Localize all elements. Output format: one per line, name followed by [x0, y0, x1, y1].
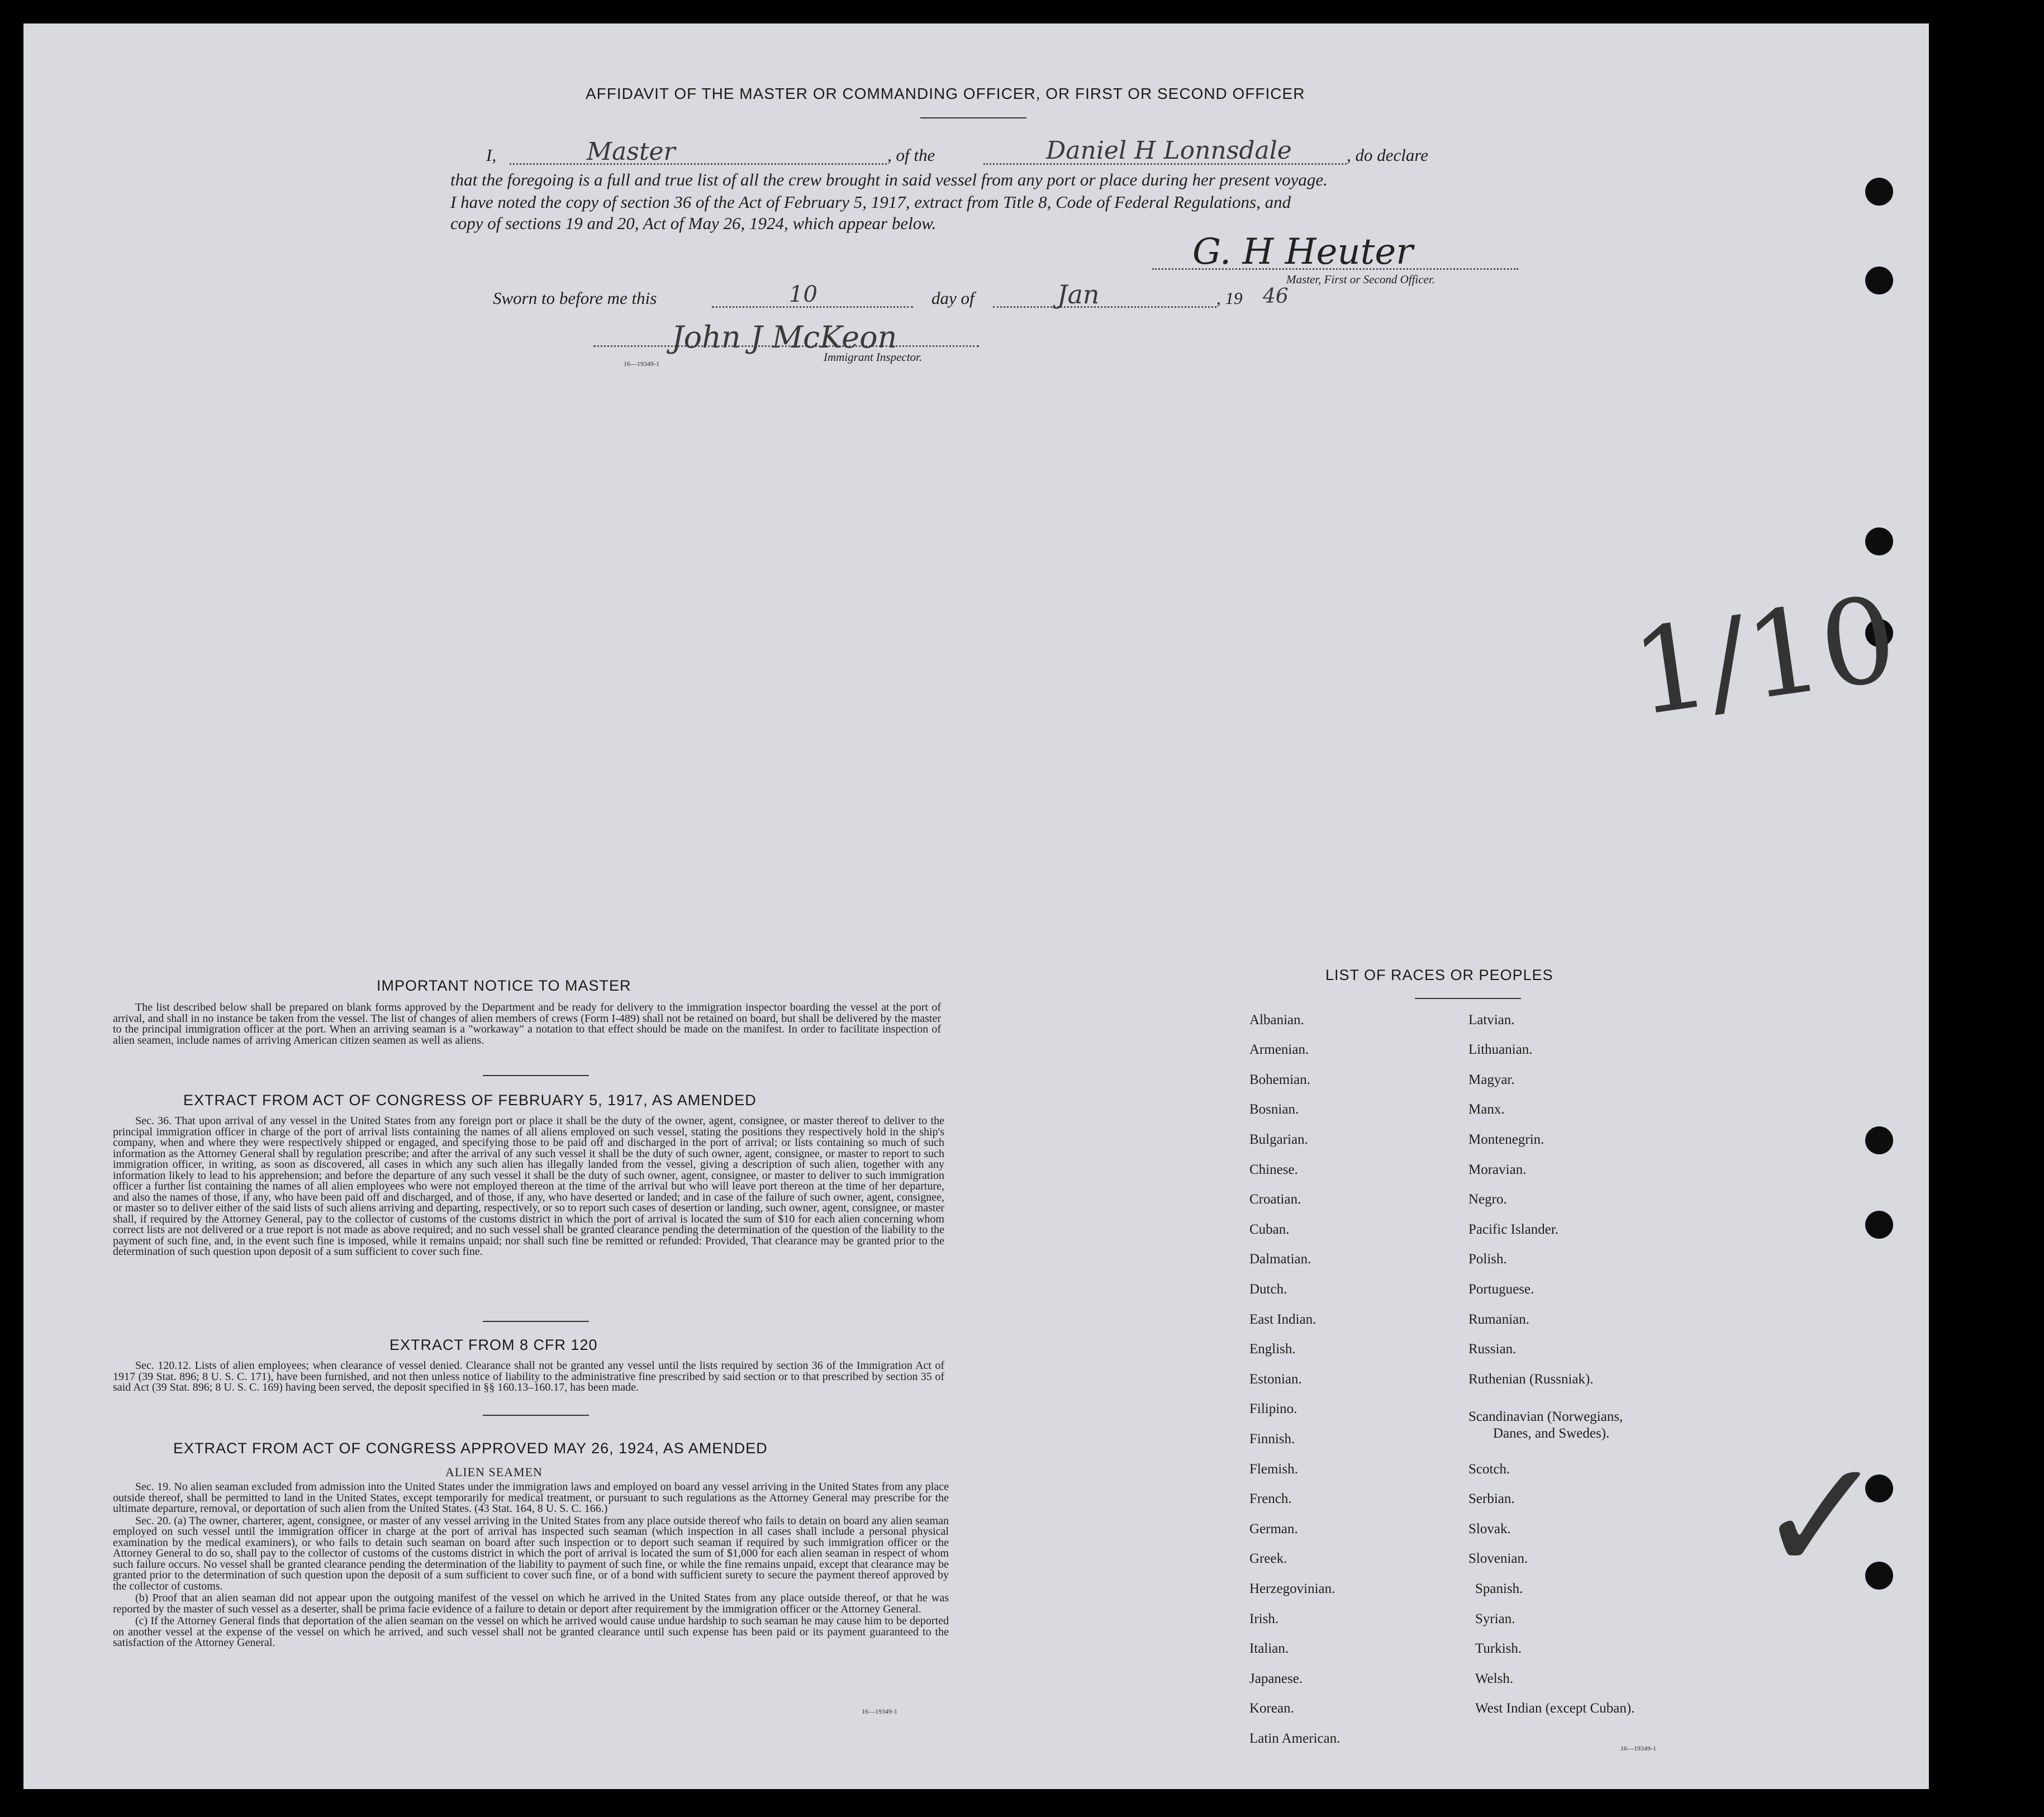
- sec19-paragraph: Sec. 19. No alien seaman excluded from admission into the United States under the immigration laws and employed on board any vessel arriving in the United States from any place outside thereof, shall be permitted to land in the United States, except temporarily for medical treatment, or pursuant to such regulations as the Attorney General may prescribe for the ultimate departure, removal, or deportation of such alien from the United States. (43 Stat. 164, 8 U. S. C. 166.): [113, 1481, 949, 1515]
- races-heading: LIST OF RACES OR PEOPLES: [1325, 967, 1553, 983]
- race-right-item: Montenegrin.: [1468, 1132, 1544, 1147]
- master-signature-label: Master, First or Second Officer.: [1286, 273, 1435, 286]
- month-handwritten: Jan: [1057, 279, 1100, 310]
- race-left-item: Japanese.: [1249, 1671, 1303, 1686]
- declaration-line-1: [486, 136, 1531, 170]
- extract-1917-heading: EXTRACT FROM ACT OF CONGRESS OF FEBRUARY 5, 1917, AS AMENDED: [183, 1092, 757, 1109]
- sworn-label: Sworn to before me this: [493, 288, 657, 308]
- race-left-item: Bosnian.: [1249, 1102, 1299, 1117]
- master-name-line: [510, 163, 887, 165]
- race-right-item: Russian.: [1468, 1342, 1517, 1357]
- race-left-item: Filipino.: [1249, 1401, 1297, 1416]
- race-left-item: Bohemian.: [1249, 1072, 1311, 1087]
- year-prefix: , 19: [1216, 288, 1243, 308]
- race-left-item: Dalmatian.: [1249, 1252, 1311, 1267]
- sec36-paragraph: Sec. 36. That upon arrival of any vessel in the United States from any foreign port or place it shall be the duty of the owner, agent, consignee, or master thereof to deliver to the principal immigration officer in charge of the port of arrival lists containing the names of all aliens employed on such vessel, stating the positions they respectively hold in the ship's company, when and where they were respectively shipped or engaged, and specifying those to be paid off and discharged in the port of arrival; or lists containing so much of such information as the Attorney General shall by regulation prescribe; and after the arrival of any such vessel it shall be the duty of such owner, agent, consignee, or master to report to such immigration officer, in writing, as soon as discovered, all cases in which any such alien has illegally landed from the vessel, giving a description of such alien, together with any information likely to lead to his apprehension; and before the departure of any such vessel it shall be the duty of such owner, agent, consignee, or master to deliver to such immigration officer a further list containing the names of all alien employees who were not employed thereon at the time of the arrival but who will leave port thereon at the time of her departure, and also the names of those, if any, who have been paid off and discharged, and of those, if any, who have deserted or landed; and in case of the failure of such owner, agent, consignee, or master so to deliver either of the said lists of such aliens arriving and departing, respectively, or so to report such cases of desertion or landing, such owner, agent, consignee, or master shall, if required by the Attorney General, pay to the collector of customs of the customs district in which the port of arrival is located the sum of $10 for each alien concerning whom correct lists are not delivered or a true report is not made as above required; and no such vessel shall be granted clearance pending the determination of the question of the liability to the payment of such fine, and, in the event such fine is imposed, while it remains unpaid; nor shall such fine be remitted or refunded: Provided, That clearance may be granted prior to the determination of such question upon deposit of a sum sufficient to cover such fine.: [113, 1115, 944, 1258]
- inspector-label: Immigrant Inspector.: [824, 350, 923, 364]
- race-right-item: Spanish.: [1475, 1581, 1523, 1596]
- race-left-item: Albanian.: [1249, 1012, 1304, 1028]
- race-right-item: Syrian.: [1475, 1611, 1515, 1626]
- check-mark: ✓: [1756, 1426, 1887, 1608]
- do-declare-label: , do declare: [1347, 145, 1429, 165]
- title-rule: [920, 117, 1026, 118]
- race-right-item: Rumanian.: [1468, 1312, 1530, 1327]
- master-title-handwritten: Master: [587, 137, 676, 166]
- sec20b-paragraph: (b) Proof that an alien seaman did not appear upon the outgoing manifest of the vessel on which he arrived in the United States from any place outside thereof, or that he was reported by the master of such vessel as a deserter, shall be prima facie evidence of a failure to detain or deport after requirement by the immigration officer or the Attorney General.: [113, 1592, 949, 1615]
- notice-paragraph: The list described below shall be prepared on blank forms approved by the Department and be ready for delivery to the immigration inspector boarding the vessel at the port of arrival, and shall in no instance be taken from the vessel. The list of changes of alien members of crews (Form I-489) shall not be retained on board, but shall be delivered by the master to the principal immigration officer at the port. When an arriving seaman is a "workaway" a notation to that effect should be made on the manifest. In order to facilitate inspection of alien seamen, include names of arriving American citizen seamen as well as aliens.: [113, 1001, 941, 1047]
- inspector-signature: John J McKeon: [672, 320, 897, 355]
- sworn-line: [493, 279, 1331, 314]
- form-number-extract: 16—19349-1: [862, 1707, 897, 1715]
- race-left-item: Italian.: [1249, 1641, 1289, 1656]
- race-right-item: Manx.: [1468, 1102, 1505, 1117]
- race-left-item: Korean.: [1249, 1701, 1294, 1716]
- race-left-item: Cuban.: [1249, 1222, 1290, 1237]
- race-left-item: Latin American.: [1249, 1731, 1341, 1746]
- extract-cfr-text: [113, 1361, 944, 1395]
- alien-seamen-subheading: ALIEN SEAMEN: [445, 1465, 543, 1479]
- form-number-races: 16—19349-1: [1620, 1744, 1656, 1752]
- race-right-item: Slovak.: [1468, 1521, 1511, 1537]
- race-right-item: Scotch.: [1468, 1462, 1510, 1477]
- race-left-item: English.: [1249, 1342, 1296, 1357]
- race-left-item: Greek.: [1249, 1551, 1287, 1566]
- race-left-item: Croatian.: [1249, 1192, 1301, 1207]
- race-left-item: Chinese.: [1249, 1162, 1298, 1177]
- month-line: [993, 306, 1216, 308]
- handwritten-fraction: 1/10: [1624, 570, 1905, 743]
- extract-cfr-rule: [483, 1415, 589, 1416]
- race-left-item: Irish.: [1249, 1611, 1279, 1626]
- race-left-item: Estonian.: [1249, 1372, 1302, 1387]
- race-right-item: Slovenian.: [1468, 1551, 1528, 1566]
- race-right-item: Magyar.: [1468, 1072, 1515, 1087]
- master-signature: G. H Heuter: [1192, 231, 1413, 273]
- punch-hole: [1865, 267, 1893, 294]
- form-number-affidavit: 16—19349-1: [624, 360, 659, 368]
- race-right-item: Polish.: [1468, 1252, 1507, 1267]
- extract-1917-text: [113, 1116, 944, 1259]
- sec20a-paragraph: Sec. 20. (a) The owner, charterer, agent, consignee, or master of any vessel arriving in the United States from any place outside thereof who fails to detain on board any alien seaman employed on such vessel until the immigration officer in charge at the port of arrival has inspected such seaman (which inspection in all cases shall include a personal physical examination by the medical examiners), or who fails to detain such seaman on board after such inspection or to deport such seaman if required by such immigration officer or the Attorney General to do so, shall pay to the collector of customs of the customs district in which the port of arrival is located the sum of $1,000 for each alien seaman in respect of whom such failure occurs. No vessel shall be granted clearance pending the determination of the liability to payment of such fine, or while the fine remains unpaid, except that clearance may be granted prior to the determination of such question upon the deposit of a sum sufficient to cover such fine, or of a bond with sufficient surety to secure the payment thereof approved by the collector of customs.: [113, 1514, 949, 1592]
- race-right-item: Lithuanian.: [1468, 1042, 1533, 1057]
- i-label: I,: [486, 145, 497, 165]
- day-handwritten: 10: [789, 282, 817, 307]
- race-right-item: Moravian.: [1468, 1162, 1527, 1177]
- race-right-item: Danes, and Swedes).: [1493, 1426, 1610, 1441]
- race-right-item: Negro.: [1468, 1192, 1507, 1207]
- notice-heading: IMPORTANT NOTICE TO MASTER: [377, 977, 631, 994]
- year-handwritten: 46: [1263, 285, 1289, 308]
- extract-1917-rule: [483, 1321, 589, 1322]
- races-rule: [1415, 998, 1521, 999]
- sec120-paragraph: Sec. 120.12. Lists of alien employees; when clearance of vessel denied. Clearance shall not be granted any vessel until the lists required by section 36 of the Immigration Act of 1917 (39 Stat. 896; 8 U. S. C. 171), have been furnished, and not then unless notice of liability to the administrative fine prescribed by said section or to that prescribed by section 35 of said Act (39 Stat. 896; 8 U. S. C. 169) having been served, the deposit specified in §§ 160.13–160.17, has been made.: [113, 1359, 944, 1393]
- extract-1924-text: [113, 1482, 949, 1650]
- of-the-label: , of the: [887, 145, 935, 165]
- punch-hole: [1865, 527, 1893, 555]
- race-left-item: Dutch.: [1249, 1282, 1287, 1297]
- notice-rule: [483, 1075, 589, 1076]
- punch-hole: [1865, 1126, 1893, 1154]
- declaration-line-4: copy of sections 19 and 20, Act of May 26, 1924, which appear below.: [450, 213, 937, 233]
- race-left-item: Herzegovinian.: [1249, 1581, 1335, 1596]
- race-left-item: Finnish.: [1249, 1431, 1295, 1447]
- day-of-label: day of: [931, 288, 975, 308]
- race-right-item: Serbian.: [1468, 1491, 1515, 1506]
- race-right-item: Welsh.: [1475, 1671, 1514, 1686]
- race-right-item: Portuguese.: [1468, 1282, 1534, 1297]
- race-right-item: Ruthenian (Russniak).: [1468, 1372, 1594, 1387]
- notice-text: [113, 1002, 941, 1047]
- extract-1924-heading: EXTRACT FROM ACT OF CONGRESS APPROVED MAY 26, 1924, AS AMENDED: [173, 1440, 768, 1457]
- document-page: [23, 23, 1929, 1789]
- punch-hole: [1865, 1211, 1893, 1239]
- race-left-item: East Indian.: [1249, 1312, 1316, 1327]
- race-right-item: West Indian (except Cuban).: [1475, 1701, 1635, 1716]
- race-left-item: German.: [1249, 1521, 1298, 1537]
- declaration-line-2: that the foregoing is a full and true list of all the crew brought in said vessel from any port or place during her present voyage.: [450, 170, 1328, 189]
- vessel-name-handwritten: Daniel H Lonnsdale: [1046, 136, 1292, 165]
- race-left-item: Armenian.: [1249, 1042, 1309, 1057]
- race-right-item: Scandinavian (Norwegians,: [1468, 1409, 1623, 1424]
- declaration-line-3: I have noted the copy of section 36 of the Act of February 5, 1917, extract from Title 8, Code of Federal Regulations, and: [450, 192, 1291, 212]
- race-left-item: Bulgarian.: [1249, 1132, 1308, 1147]
- race-left-item: Flemish.: [1249, 1462, 1298, 1477]
- extract-cfr-heading: EXTRACT FROM 8 CFR 120: [389, 1336, 598, 1353]
- race-right-item: Latvian.: [1468, 1012, 1515, 1028]
- race-left-item: French.: [1249, 1491, 1292, 1506]
- sec20c-paragraph: (c) If the Attorney General finds that deportation of the alien seaman on the vessel on which he arrived would cause undue hardship to such seaman he may cause him to be deported on another vessel at the expense of the vessel on which he arrived, and such vessel shall not be granted clearance until such expense has been paid or its payment guaranteed to the satisfaction of the Attorney General.: [113, 1615, 949, 1649]
- punch-hole: [1865, 178, 1893, 206]
- affidavit-title: AFFIDAVIT OF THE MASTER OR COMMANDING OFFICER, OR FIRST OR SECOND OFFICER: [586, 85, 1305, 102]
- race-right-item: Turkish.: [1475, 1641, 1522, 1656]
- race-right-item: Pacific Islander.: [1468, 1222, 1559, 1237]
